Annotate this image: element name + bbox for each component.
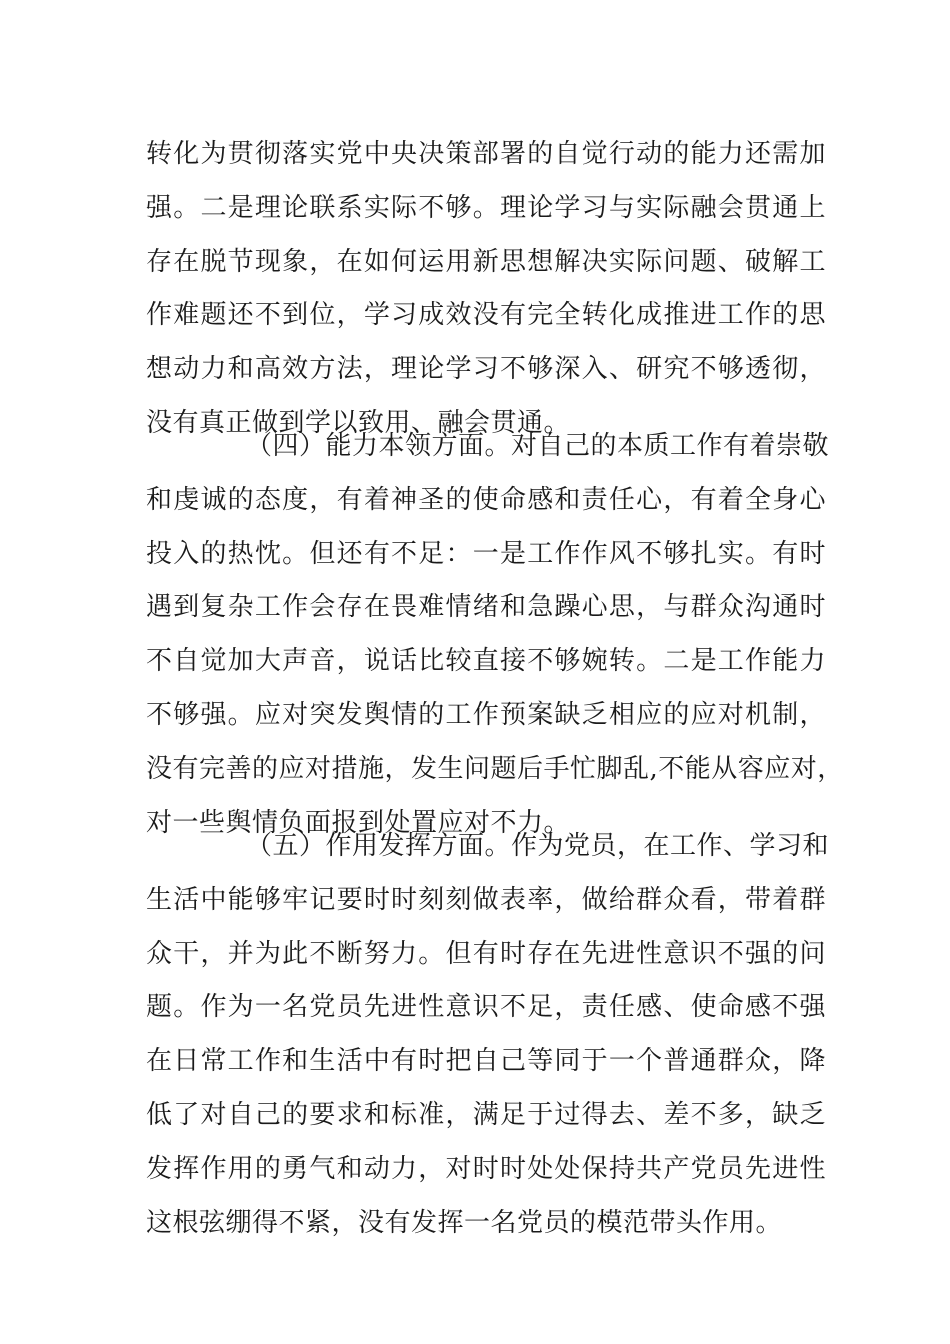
section-heading-line: （五）作用发挥方面。作为党员，在工作、学习和	[246, 831, 830, 861]
text-line: 作难题还不到位，学习成效没有完全转化成推进工作的思	[146, 300, 826, 331]
text-line: 遇到复杂工作会存在畏难情绪和急躁心思，与群众沟通时	[146, 592, 826, 623]
text-line: 强。二是理论联系实际不够。理论学习与实际融会贯通上	[146, 192, 826, 223]
section-four-paragraph	[146, 420, 844, 850]
text-line: 和虔诚的态度，有着神圣的使命感和责任心，有着全身心	[146, 484, 826, 515]
section-five-paragraph	[146, 820, 830, 1250]
text-line: 没有完善的应对措施，发生问题后手忙脚乱,不能从容应对，	[146, 753, 844, 784]
text-line: 众干，并为此不断努力。但有时存在先进性意识不强的问	[146, 938, 826, 969]
text-line: 对一些舆情负面报到处置应对不力。	[146, 807, 571, 838]
text-line: 转化为贯彻落实党中央决策部署的自觉行动的能力还需加	[146, 139, 826, 169]
section-heading-line: （四）能力本领方面。对自己的本质工作有着崇敬	[246, 431, 830, 461]
text-line: 生活中能够牢记要时时刻刻做表率，做给群众看，带着群	[146, 884, 826, 915]
text-line: 在日常工作和生活中有时把自己等同于一个普通群众，降	[146, 1046, 826, 1077]
text-line: 发挥作用的勇气和动力，对时时处处保持共产党员先进性	[146, 1153, 826, 1184]
text-line: 不自觉加大声音，说话比较直接不够婉转。二是工作能力	[146, 646, 826, 677]
text-line: 这根弦绷得不紧，没有发挥一名党员的模范带头作用。	[146, 1207, 783, 1238]
text-line: 投入的热忱。但还有不足：一是工作作风不够扎实。有时	[146, 538, 826, 569]
text-line: 不够强。应对突发舆情的工作预案缺乏相应的应对机制，	[146, 699, 826, 730]
text-line: 低了对自己的要求和标准，满足于过得去、差不多，缺乏	[146, 1099, 826, 1130]
paragraph-continued	[146, 128, 826, 451]
text-line: 题。作为一名党员先进性意识不足，责任感、使命感不强	[146, 992, 826, 1023]
text-line: 存在脱节现象，在如何运用新思想解决实际问题、破解工	[146, 246, 826, 277]
text-line: 想动力和高效方法，理论学习不够深入、研究不够透彻，	[146, 354, 826, 385]
text-line: 没有真正做到学以致用、融会贯通。	[146, 407, 571, 438]
